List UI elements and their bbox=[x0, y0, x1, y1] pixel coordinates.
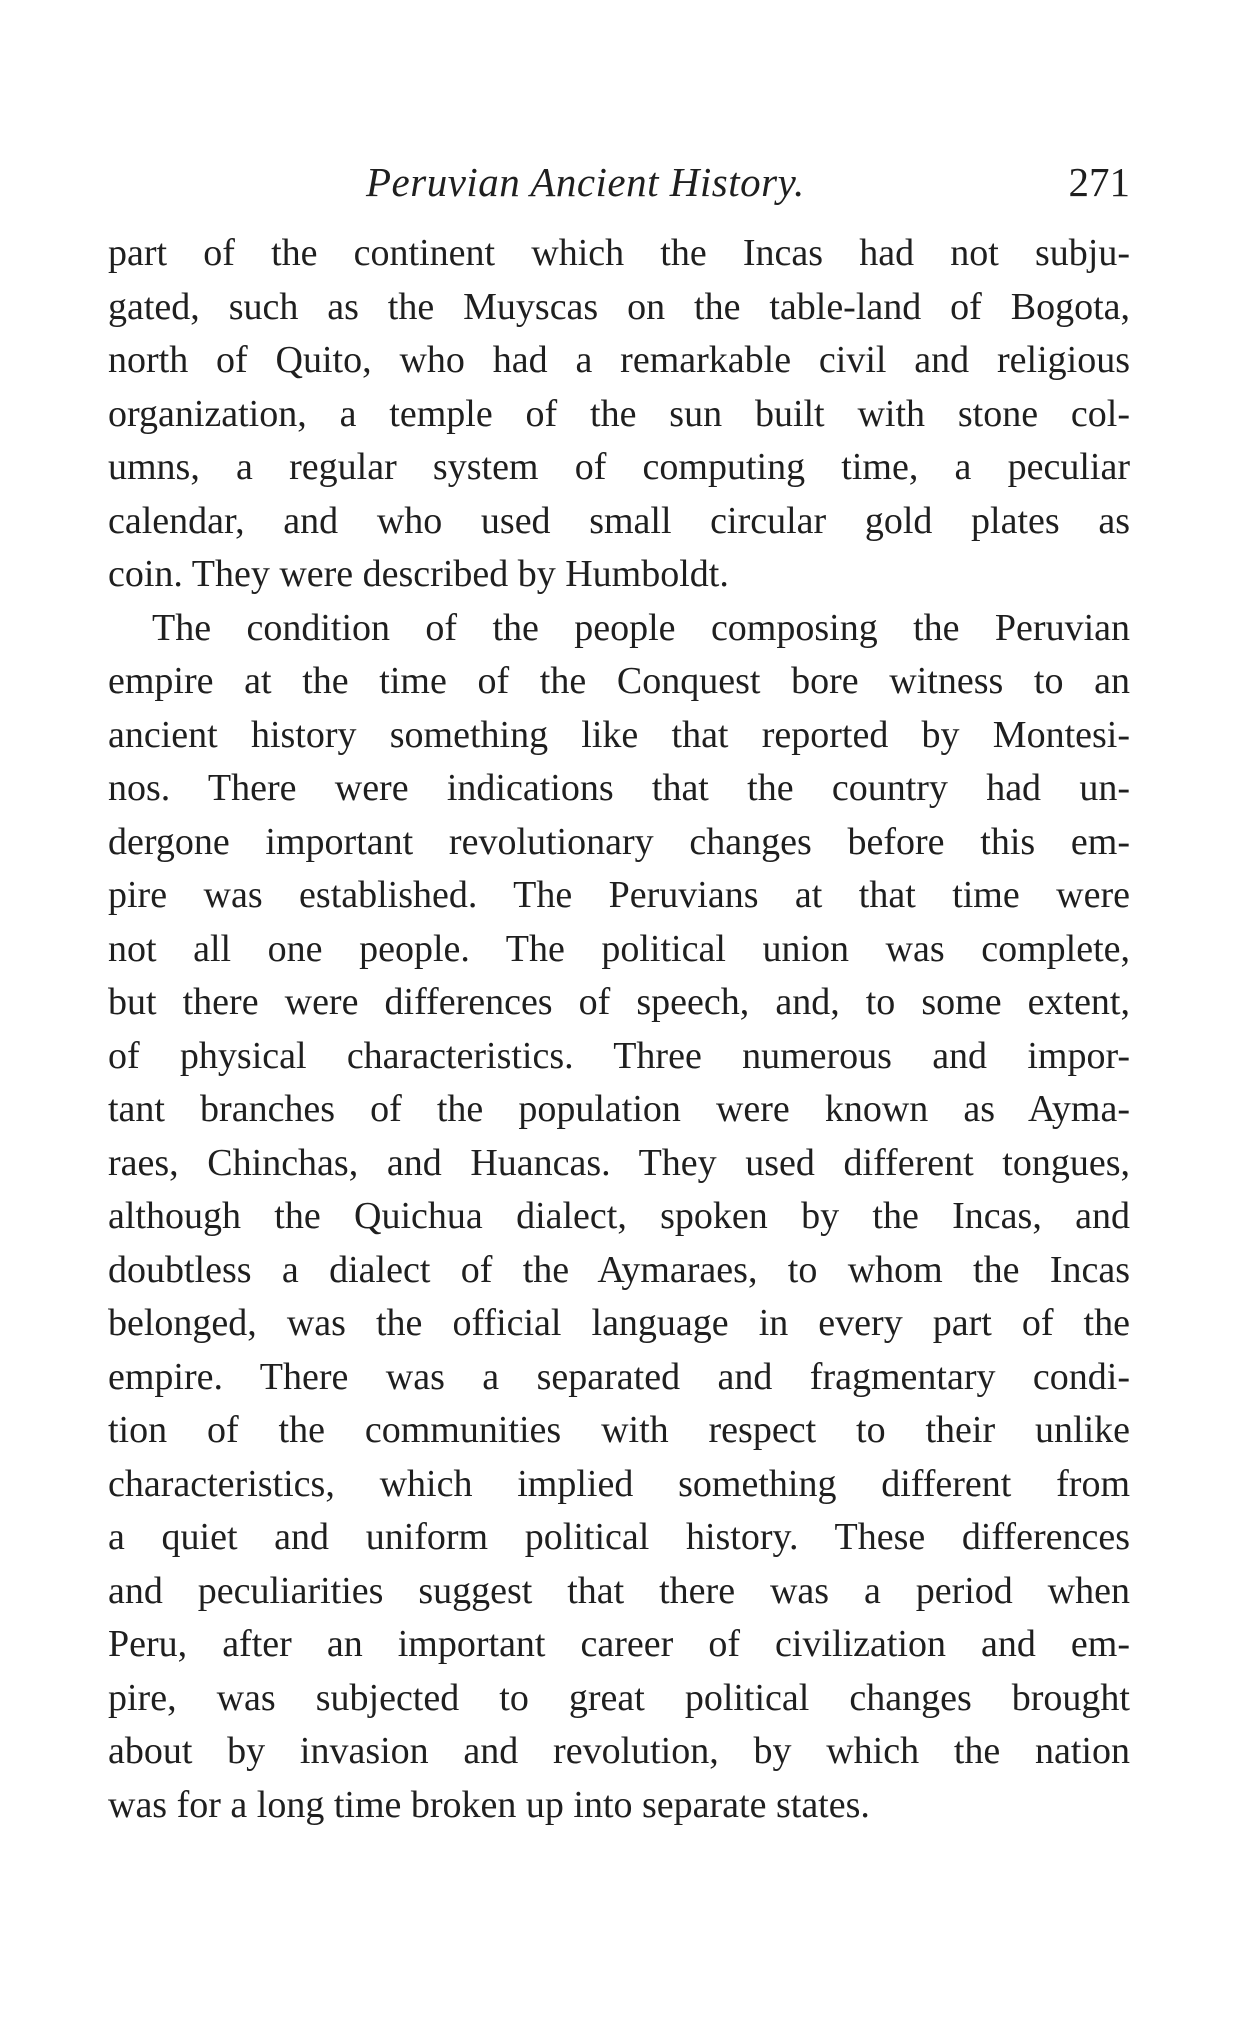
text-line: was for a long time broken up into separate states. bbox=[108, 1783, 870, 1826]
text-line: north of Quito, who had a remarkable civil and religious bbox=[108, 339, 1130, 381]
text-line: umns, a regular system of computing time, a peculiar bbox=[108, 446, 1130, 488]
text-line: part of the continent which the Incas had not subju- bbox=[108, 232, 1130, 274]
text-line: characteristics, which implied something different from bbox=[108, 1462, 1130, 1505]
paragraph-2 bbox=[108, 602, 1130, 1833]
text-line: tion of the communities with respect to their unlike bbox=[108, 1409, 1130, 1451]
text-line: ancient history something like that reported by Montesi- bbox=[108, 713, 1130, 756]
text-line: calendar, and who used small circular gold plates as bbox=[108, 499, 1130, 542]
body-text bbox=[108, 227, 1130, 1832]
paragraph-1 bbox=[108, 227, 1130, 602]
running-head bbox=[108, 152, 1130, 212]
text-line: coin. They were described by Humboldt. bbox=[108, 553, 729, 595]
text-line: about by invasion and revolution, by which the nation bbox=[108, 1730, 1130, 1772]
text-line: of physical characteristics. Three numerous and impor- bbox=[108, 1034, 1130, 1077]
text-line: a quiet and uniform political history. These differences bbox=[108, 1516, 1130, 1558]
text-line: organization, a temple of the sun built with stone col- bbox=[108, 392, 1130, 435]
text-line: raes, Chinchas, and Huancas. They used different tongues, bbox=[108, 1141, 1130, 1184]
text-line: empire at the time of the Conquest bore witness to an bbox=[108, 660, 1130, 702]
text-line: empire. There was a separated and fragmentary condi- bbox=[108, 1355, 1130, 1398]
text-line: not all one people. The political union was complete, bbox=[108, 927, 1130, 970]
text-line: although the Quichua dialect, spoken by the Incas, and bbox=[108, 1195, 1130, 1237]
text-line: belonged, was the official language in every part of the bbox=[108, 1302, 1130, 1344]
text-line: The condition of the people composing the Peruvian bbox=[152, 606, 1130, 649]
text-line: tant branches of the population were known as Ayma- bbox=[108, 1088, 1130, 1130]
text-line: gated, such as the Muyscas on the table-land of Bogota, bbox=[108, 285, 1130, 328]
text-line: doubtless a dialect of the Aymaraes, to whom the Incas bbox=[108, 1248, 1130, 1291]
text-line: pire, was subjected to great political changes brought bbox=[108, 1676, 1130, 1719]
text-line: and peculiarities suggest that there was a period when bbox=[108, 1569, 1130, 1612]
text-line: dergone important revolutionary changes before this em- bbox=[108, 820, 1130, 863]
text-line: but there were differences of speech, and, to some extent, bbox=[108, 981, 1130, 1023]
text-line: pire was established. The Peruvians at that time were bbox=[108, 874, 1130, 916]
page-number: 271 bbox=[1068, 159, 1130, 205]
text-line: Peru, after an important career of civilization and em- bbox=[108, 1623, 1130, 1665]
text-line: nos. There were indications that the country had un- bbox=[108, 767, 1130, 809]
running-title: Peruvian Ancient History. bbox=[366, 159, 805, 205]
